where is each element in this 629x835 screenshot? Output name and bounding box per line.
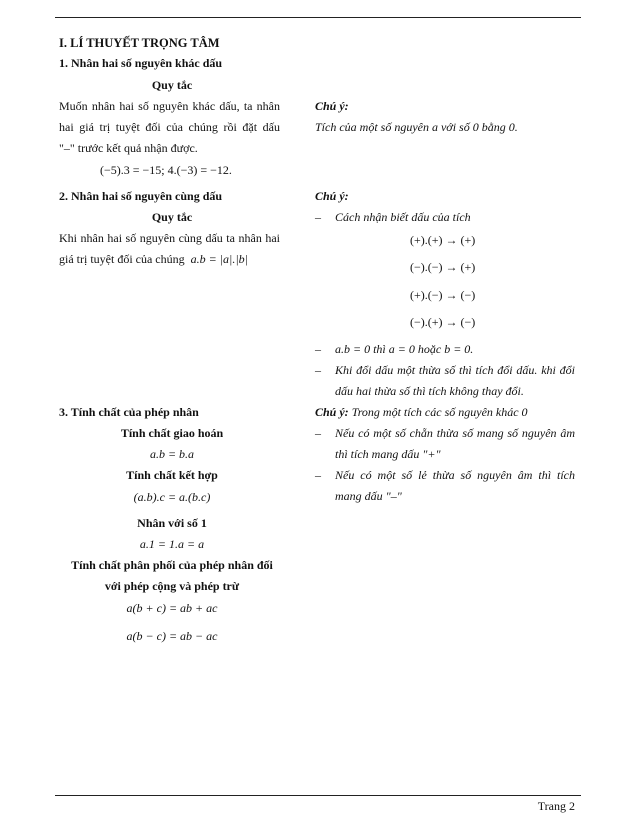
s2-bullet3-line1: Khi đổi dấu một thừa số thì tích đổi dấu. khi đổi — [335, 363, 575, 377]
s1-note-label: Chú ý: — [315, 99, 349, 113]
s3-commutative-formula: a.b = b.a — [149, 447, 195, 461]
s2-sign-rule-4: (−).(+) → (−) — [410, 315, 476, 329]
s2-text-line2 — [59, 251, 248, 267]
s3-identity-formula: a.1 = 1.a = a — [139, 537, 205, 551]
s2-heading: 2. Nhân hai số nguyên cùng dấu — [59, 189, 223, 203]
s2-rule-title: Quy tắc — [151, 210, 193, 224]
s3-associative-formula: (a.b).c = a.(b.c) — [133, 490, 211, 504]
s2-bullet1: Cách nhận biết dấu của tích — [335, 210, 471, 224]
s3-identity-title: Nhân với số 1 — [137, 516, 207, 530]
s2-bullet2-dash: – — [315, 342, 321, 356]
s3-bullet1-line2: thì tích mang dấu "+" — [335, 447, 441, 461]
s3-note — [315, 404, 528, 420]
s1-rule-title: Quy tắc — [151, 78, 193, 92]
s3-distributive-title-line1: Tính chất phân phối của phép nhân đối — [71, 558, 273, 572]
s1-heading: 1. Nhân hai số nguyên khác dấu — [59, 56, 223, 70]
s2-bullet3-dash: – — [315, 363, 321, 377]
s3-distributive-formula-minus: a(b − c) = ab − ac — [126, 629, 218, 643]
header-rule — [55, 17, 581, 18]
s1-text-line3: "–" trước kết quả nhận được. — [59, 141, 198, 155]
s3-commutative-title: Tính chất giao hoán — [120, 426, 224, 440]
s1-text-line2: hai giá trị tuyệt đối của chúng rồi đặt dấu — [59, 120, 280, 134]
s3-bullet2-line2: mang dấu "–" — [335, 489, 402, 503]
s1-text-line1: Muốn nhân hai số nguyên khác dấu, ta nhân — [59, 99, 280, 113]
s2-text-line1: Khi nhân hai số nguyên cùng dấu ta nhân hai — [59, 231, 280, 245]
s1-note-text: Tích của một số nguyên a với số 0 bằng 0. — [315, 120, 518, 134]
s3-distributive-title-line2: với phép cộng và phép trừ — [104, 579, 240, 593]
s3-bullet1-dash: – — [315, 426, 321, 440]
s2-bullet1-dash: – — [315, 210, 321, 224]
s2-note-label: Chú ý: — [315, 189, 349, 203]
s3-bullet1-line1: Nếu có một số chẵn thừa số mang số nguyên âm — [335, 426, 575, 440]
page-number: Trang 2 — [537, 799, 575, 813]
footer-rule — [55, 795, 581, 796]
s2-sign-rule-3: (+).(−) → (−) — [410, 288, 476, 302]
s2-bullet3-line2: dấu hai thừa số thì tích không thay đổi. — [335, 384, 524, 398]
s3-note-label: Chú ý: — [315, 405, 349, 419]
s3-bullet2-dash: – — [315, 468, 321, 482]
s3-distributive-formula-plus: a(b + c) = ab + ac — [126, 601, 218, 615]
section-title: I. LÍ THUYẾT TRỌNG TÂM — [59, 36, 220, 50]
s3-note-text: Trong một tích các số nguyên khác 0 — [351, 405, 528, 419]
s2-sign-rule-1: (+).(+) → (+) — [410, 233, 476, 247]
s1-example: (−5).3 = −15; 4.(−3) = −12. — [100, 163, 232, 177]
s2-text-line2-prefix: giá trị tuyệt đối của chúng — [59, 252, 185, 266]
s3-associative-title: Tính chất kết hợp — [126, 468, 218, 482]
s3-bullet2-line1: Nếu có một số lẻ thừa số nguyên âm thì tích — [335, 468, 575, 482]
s3-heading: 3. Tính chất của phép nhân — [59, 405, 199, 419]
s2-bullet2: a.b = 0 thì a = 0 hoặc b = 0. — [335, 342, 474, 356]
s2-formula: a.b = |a|.|b| — [190, 252, 248, 266]
s2-sign-rule-2: (−).(−) → (+) — [410, 260, 476, 274]
